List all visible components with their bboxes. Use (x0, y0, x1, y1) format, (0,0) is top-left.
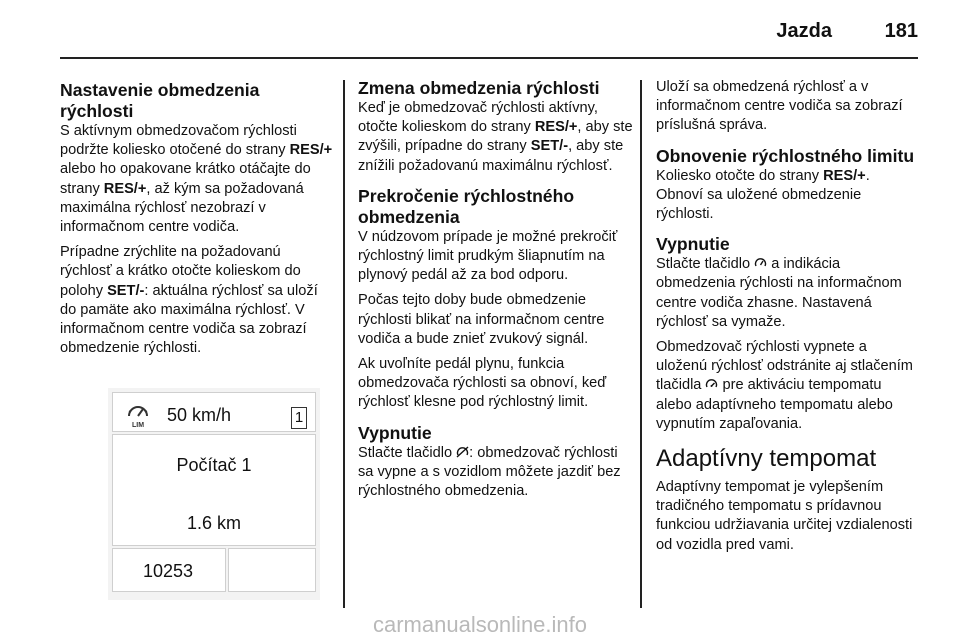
page-header (0, 0, 960, 56)
speed-limiter-icon (125, 402, 151, 430)
header-rule (60, 57, 918, 59)
speed-limit-value: 50 km/h (167, 405, 232, 425)
paragraph: Prípadne zrýchlite na požadovanú rýchlosť a krátko otočte kolieskom do polohy SET/-: aktuálna rýchlosť sa uloží do pamäte ako maximálna rýchlosť. V informačnom centre vodiča sa zobrazí obmedzenie rýchlosti. (60, 244, 318, 357)
heading-off: Vypnutie (656, 234, 730, 255)
limiter-off-icon (456, 446, 469, 458)
paragraph: Stlačte tlačidlo : obmedzovač rýchlosti sa vypne a s vozidlom môžete jazdiť bez rýchlostného obmedzenia. (358, 444, 621, 500)
heading-adaptive-cruise: Adaptívny tempomat (656, 445, 877, 473)
section-title: Jazda (776, 20, 832, 42)
paragraph: S aktívnym obmedzovačom rýchlosti podržte koliesko otočené do strany RES/+ alebo ho opakovane krátko otáčajte do strany RES/+, až kým sa požadovaná maximálna rýchlosť nezobrazí v informačnom centre vodiča. (60, 123, 333, 236)
svg-text:LIM: LIM (131, 422, 145, 429)
heading-off: Vypnutie (358, 422, 432, 443)
heading-speed-set: Nastavenie obmedzenia rýchlosti (60, 80, 260, 121)
display-main-area (112, 434, 316, 546)
page-number: 181 (884, 20, 918, 42)
paragraph: Počas tejto doby bude obmedzenie rýchlosti blikať na informačnom centre vodiča a bude znieť zvukový signál. (358, 292, 605, 347)
paragraph: V núdzovom prípade je možné prekročiť rýchlostný limit prudkým šliapnutím na plynový pedál až za bod odporu. (358, 228, 618, 284)
paragraph: Stlačte tlačidlo a indikácia obmedzenia rýchlosti na informačnom centre vodiča zhasne. Nastavená rýchlosť sa vymaže. (656, 256, 902, 330)
column-2 (358, 78, 633, 507)
heading-restore-limit: Obnovenie rýchlostného limitu (656, 145, 915, 166)
trip-distance: 1.6 km (186, 513, 242, 533)
paragraph: Uloží sa obmedzená rýchlosť a v informačnom centre vodiča sa zobrazí príslušná správa. (656, 79, 903, 134)
paragraph: Koliesko otočte do strany RES/+. Obnoví sa uložené obmedzenie rýchlosti. (656, 167, 870, 223)
watermark: carmanualsonline.info (372, 612, 588, 637)
paragraph: Ak uvoľníte pedál plynu, funkcia obmedzovača rýchlosti sa obnoví, keď rýchlosť klesne pod rýchlostný limit. (358, 356, 607, 411)
column-divider (343, 80, 345, 608)
display-page-tag: 1 (291, 407, 307, 429)
odometer-value: 10253 (143, 561, 194, 581)
paragraph: Adaptívny tempomat je vylepšením tradičného tempomatu s prídavnou funkciou udržiavania určitej vzdialenosti od vozidla pred vami. (656, 479, 913, 553)
paragraph: Keď je obmedzovač rýchlosti aktívny, otočte kolieskom do strany RES/+, aby ste zvýšili, prípadne do strany SET/-, aby ste znížili požadovanú maximálnu rýchlosť. (358, 100, 633, 174)
column-divider (640, 80, 642, 608)
display-top-bar (112, 392, 316, 432)
heading-exceed-limit: Prekročenie rýchlostného obmedzenia (358, 185, 575, 227)
cruise-control-icon (705, 378, 718, 390)
heading-change-limit: Zmena obmedzenia rýchlosti (358, 78, 600, 98)
speed-limiter-icon (754, 257, 767, 269)
paragraph: Obmedzovač rýchlosti vypnete a uloženú rýchlosť odstránite aj stlačením tlačidla pre aktiváciu tempomatu alebo adaptívneho tempomatu alebo vypnutím zapaľovania. (656, 339, 913, 432)
column-3 (656, 78, 918, 561)
display-odometer-cell (112, 548, 226, 592)
display-empty-cell (228, 548, 316, 592)
column-1 (60, 80, 335, 364)
trip-computer-label: Počítač 1 (176, 455, 252, 475)
driver-info-display (108, 388, 320, 600)
